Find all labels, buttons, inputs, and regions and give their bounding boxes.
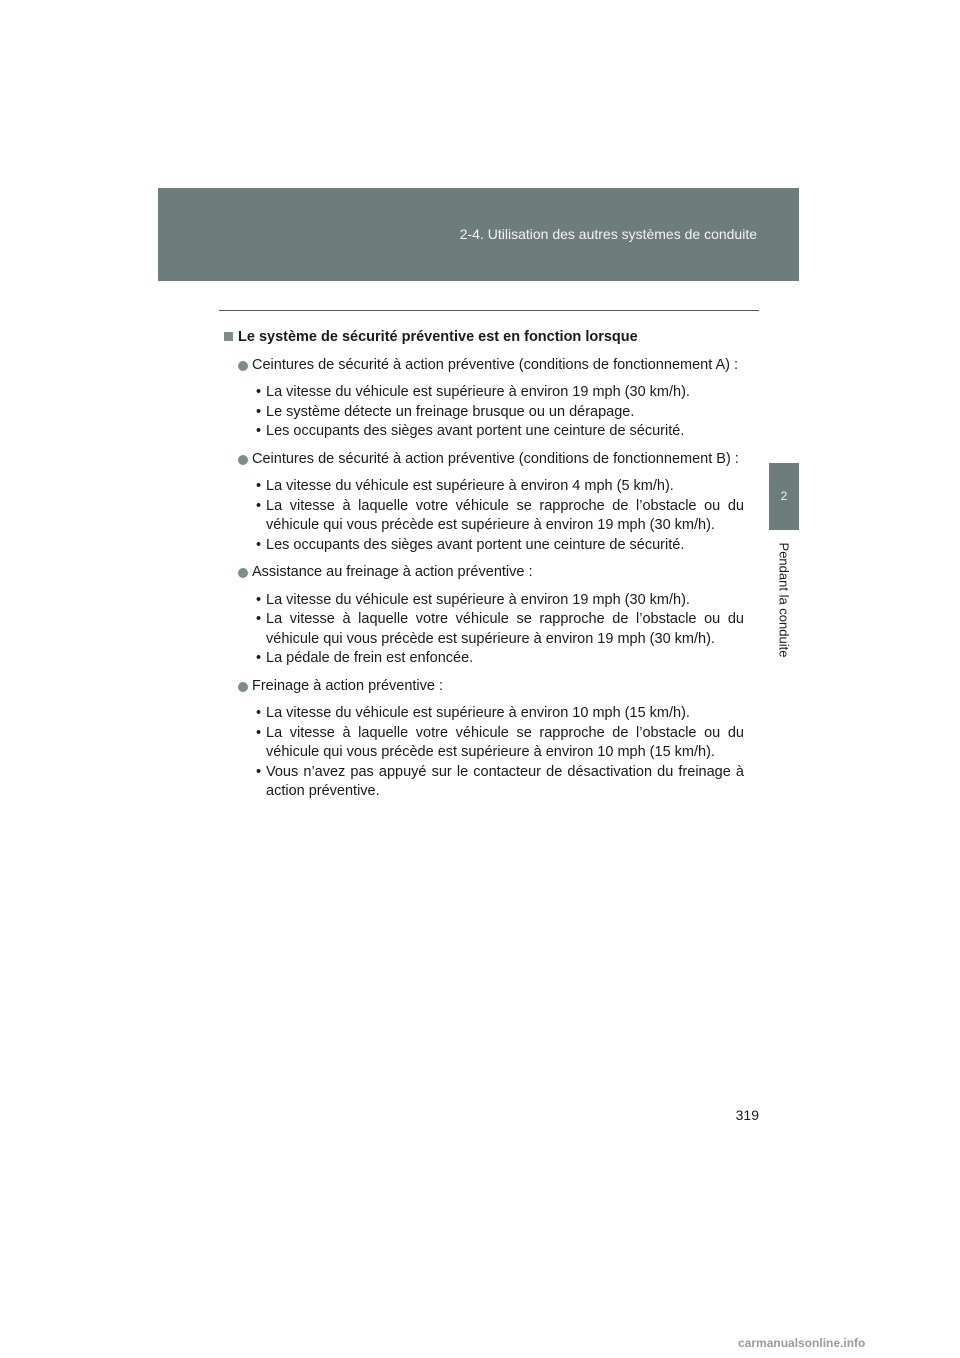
condition-item-text: Les occupants des sièges avant portent une ceinture de sécurité.	[266, 423, 685, 439]
condition-item	[224, 724, 744, 763]
side-tab-label: Pendant la conduite	[776, 542, 792, 658]
condition-bullet-text: Ceintures de sécurité à action préventive (conditions de fonctionnement B) :	[252, 450, 739, 467]
condition-list	[224, 704, 744, 802]
dot-bullet-icon: •	[256, 591, 262, 608]
circle-bullet-icon	[238, 682, 248, 692]
condition-item-text: La vitesse du véhicule est supérieure à environ 10 mph (15 km/h).	[266, 705, 690, 721]
condition-list	[224, 477, 744, 555]
condition-bullet-text: Ceintures de sécurité à action préventive (conditions de fonctionnement A) :	[252, 356, 739, 373]
dot-bullet-icon: •	[256, 478, 262, 494]
condition-item-text: Les occupants des sièges avant portent une ceinture de sécurité.	[266, 536, 685, 553]
section-content	[224, 328, 744, 810]
dot-bullet-icon: •	[256, 403, 262, 420]
side-tab	[769, 463, 799, 530]
condition-item	[224, 422, 744, 442]
chapter-title: 2-4. Utilisation des autres systèmes de conduite	[459, 226, 757, 242]
condition-item-text: La vitesse à laquelle votre véhicule se rapproche de l’obstacle ou du véhicule qui vous précède est supérieure à environ 19 mph (30 km/h).	[266, 497, 744, 533]
condition-item	[224, 591, 744, 611]
condition-bullet	[224, 677, 744, 697]
condition-item	[224, 403, 744, 423]
condition-item	[224, 383, 744, 403]
square-bullet-icon	[224, 332, 233, 341]
circle-bullet-icon	[238, 455, 248, 465]
condition-bullet	[224, 356, 744, 376]
condition-item	[224, 497, 744, 536]
dot-bullet-icon: •	[256, 611, 262, 627]
condition-item-text: La vitesse du véhicule est supérieure à environ 19 mph (30 km/h).	[266, 591, 690, 608]
condition-item-text: Vous n’avez pas appuyé sur le contacteur de désactivation du freinage à action préventive.	[266, 763, 744, 799]
condition-item	[224, 477, 744, 497]
condition-item-text: La pédale de frein est enfoncée.	[266, 650, 474, 666]
condition-item-text: La vitesse du véhicule est supérieure à environ 4 mph (5 km/h).	[266, 478, 674, 494]
dot-bullet-icon: •	[256, 705, 262, 721]
side-tab-number: 2	[780, 489, 788, 503]
dot-bullet-icon: •	[256, 763, 262, 780]
dot-bullet-icon: •	[256, 384, 262, 400]
condition-item-text: La vitesse à laquelle votre véhicule se rapproche de l’obstacle ou du véhicule qui vous précède est supérieure à environ 19 mph (30 km/h).	[266, 611, 744, 647]
dot-bullet-icon: •	[256, 650, 262, 666]
section-divider	[219, 310, 759, 311]
condition-item-text: La vitesse à laquelle votre véhicule se rapproche de l’obstacle ou du véhicule qui vous précède est supérieure à environ 10 mph (15 km/h).	[266, 724, 744, 760]
condition-bullet	[224, 563, 744, 583]
condition-list	[224, 591, 744, 669]
circle-bullet-icon	[238, 568, 248, 578]
dot-bullet-icon: •	[256, 497, 262, 514]
condition-bullet-text: Assistance au freinage à action préventive :	[252, 564, 533, 580]
condition-list	[224, 383, 744, 442]
dot-bullet-icon: •	[256, 423, 262, 439]
page-number: 319	[735, 1107, 759, 1123]
chapter-header-band	[158, 188, 799, 281]
section-heading	[224, 328, 744, 348]
condition-item-text: Le système détecte un freinage brusque ou un dérapage.	[266, 403, 635, 420]
condition-bullet-text: Freinage à action préventive :	[252, 677, 444, 694]
condition-item-text: La vitesse du véhicule est supérieure à environ 19 mph (30 km/h).	[266, 384, 690, 400]
circle-bullet-icon	[238, 361, 248, 371]
condition-item	[224, 704, 744, 724]
condition-item	[224, 649, 744, 669]
condition-item	[224, 536, 744, 556]
dot-bullet-icon: •	[256, 536, 262, 553]
watermark: carmanualsonline.info	[738, 1336, 866, 1350]
section-heading-text: Le système de sécurité préventive est en fonction lorsque	[238, 329, 638, 345]
dot-bullet-icon: •	[256, 724, 262, 741]
condition-item	[224, 610, 744, 649]
condition-bullet	[224, 450, 744, 470]
condition-item	[224, 763, 744, 802]
